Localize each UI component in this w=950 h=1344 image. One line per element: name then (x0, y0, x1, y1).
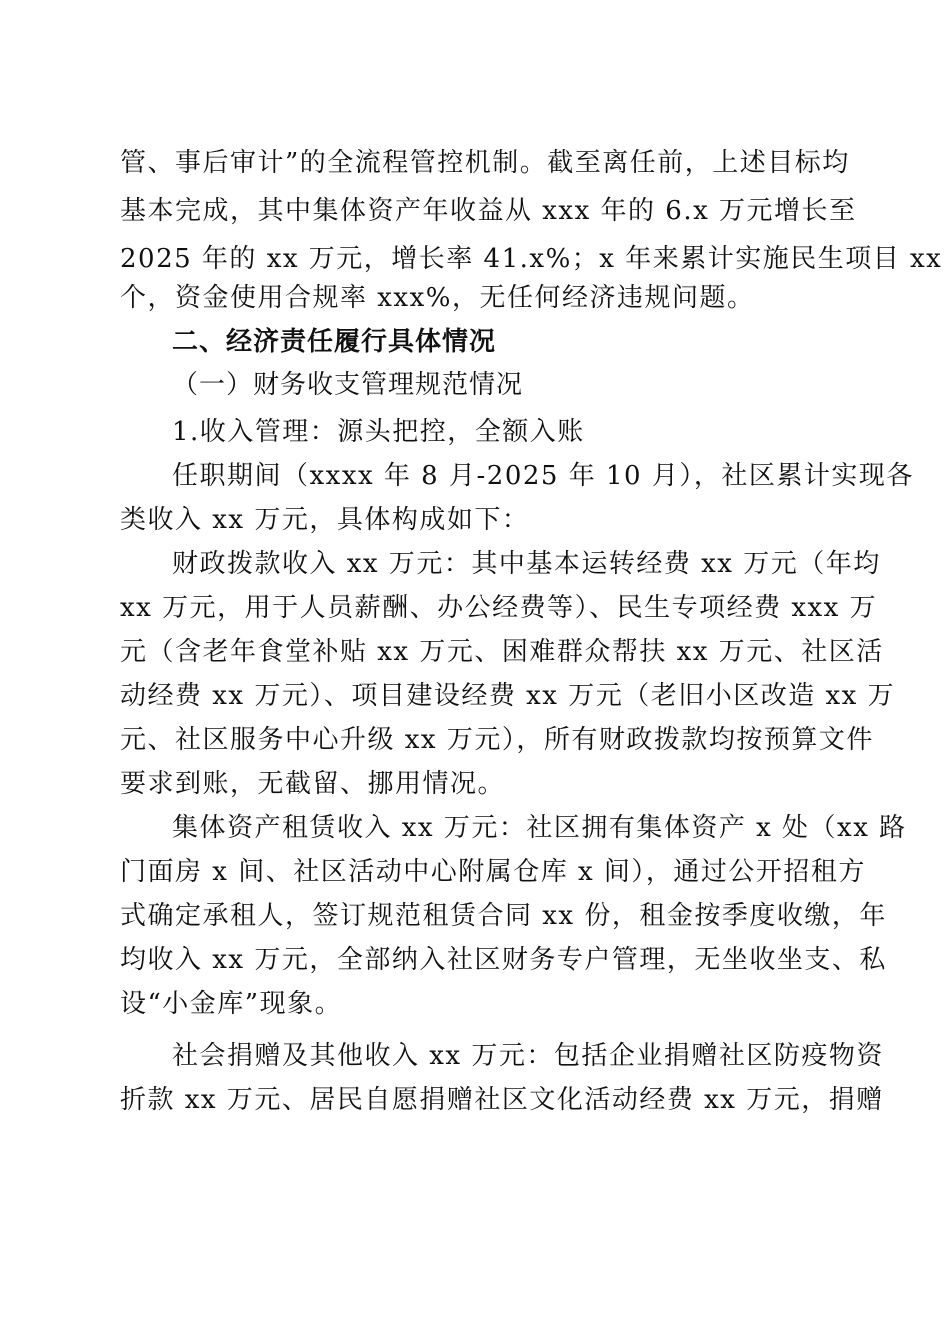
text-line: 动经费 xx 万元）、项目建设经费 xx 万元（老旧小区改造 xx 万 (120, 681, 896, 711)
text-line: 要求到账，无截留、挪用情况。 (120, 769, 506, 799)
text-line: 基本完成，其中集体资产年收益从 xxx 年的 6.x 万元增长至 (120, 196, 857, 226)
item-heading: 1.收入管理：源头把控，全额入账 (172, 417, 585, 447)
text-line: 2025 年的 xx 万元，增长率 41.x%；x 年来累计实施民生项目 xx (120, 244, 943, 274)
section-heading: 二、经济责任履行具体情况 (172, 327, 497, 357)
text-line: 管、事后审计”的全流程管控机制。截至离任前，上述目标均 (120, 148, 850, 178)
text-line: 集体资产租赁收入 xx 万元：社区拥有集体资产 x 处（xx 路 (172, 813, 907, 843)
text-line: 折款 xx 万元、居民自愿捐赠社区文化活动经费 xx 万元，捐赠 (120, 1085, 884, 1115)
text-line: 均收入 xx 万元，全部纳入社区财务专户管理，无坐收坐支、私 (120, 945, 887, 975)
text-line: 元（含老年食堂补贴 xx 万元、困难群众帮扶 xx 万元、社区活 (120, 637, 884, 667)
text-line: 类收入 xx 万元，具体构成如下： (120, 505, 530, 535)
text-line: 式确定承租人，签订规范租赁合同 xx 份，租金按季度收缴，年 (120, 901, 887, 931)
text-line: 元、社区服务中心升级 xx 万元），所有财政拨款均按预算文件 (120, 725, 874, 755)
text-line: xx 万元，用于人员薪酬、办公经费等）、民生专项经费 xxx 万 (120, 593, 878, 623)
text-line: 个，资金使用合规率 xxx%，无任何经济违规问题。 (120, 283, 755, 313)
text-line: 任职期间（xxxx 年 8 月-2025 年 10 月），社区累计实现各 (172, 461, 914, 491)
text-line: 设“小金库”现象。 (120, 989, 343, 1019)
text-line: 门面房 x 间、社区活动中心附属仓库 x 间），通过公开招租方 (120, 857, 866, 887)
text-line: 社会捐赠及其他收入 xx 万元：包括企业捐赠社区防疫物资 (172, 1041, 884, 1071)
subsection-heading: （一）财务收支管理规范情况 (172, 370, 524, 400)
text-line: 财政拨款收入 xx 万元：其中基本运转经费 xx 万元（年均 (172, 549, 881, 579)
